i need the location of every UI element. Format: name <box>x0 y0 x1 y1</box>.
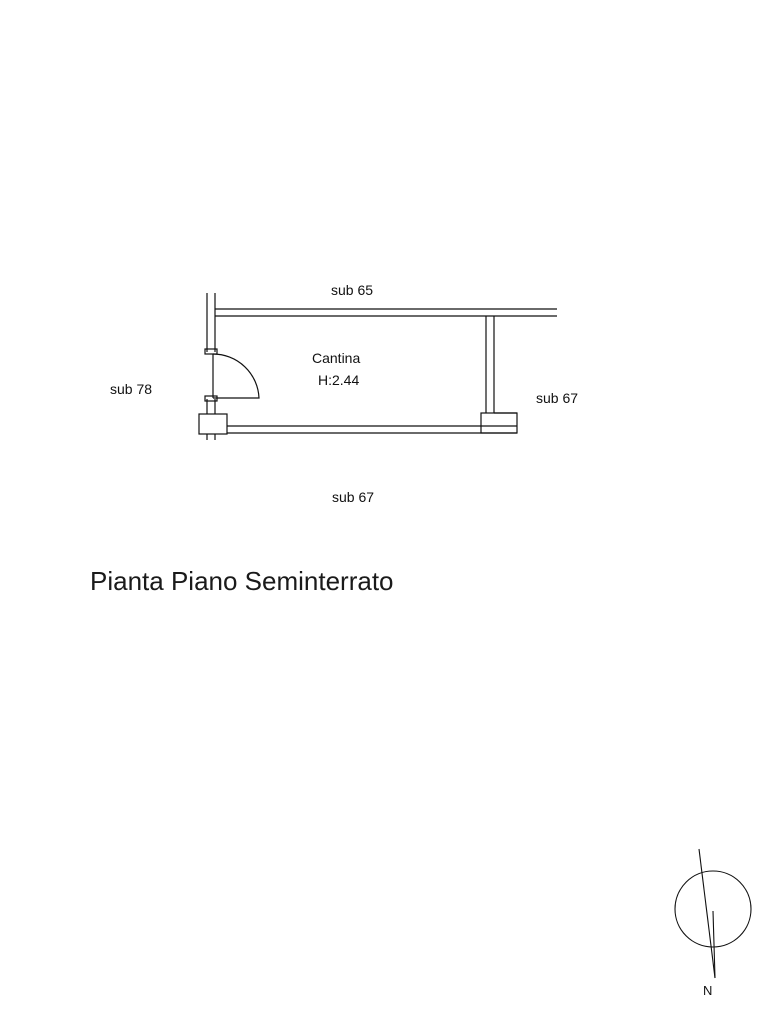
walls <box>199 293 557 440</box>
room-name: Cantina <box>312 350 361 366</box>
label-sub-top: sub 65 <box>331 282 374 298</box>
room-height: H:2.44 <box>318 372 360 388</box>
drawing-title: Pianta Piano Seminterrato <box>90 566 394 596</box>
north-arrow-icon <box>675 849 751 978</box>
compass-north-label: N <box>703 983 713 998</box>
label-sub-bottom: sub 67 <box>332 489 375 505</box>
label-sub-left: sub 78 <box>110 381 153 397</box>
label-sub-right: sub 67 <box>536 390 579 406</box>
door <box>205 349 259 401</box>
